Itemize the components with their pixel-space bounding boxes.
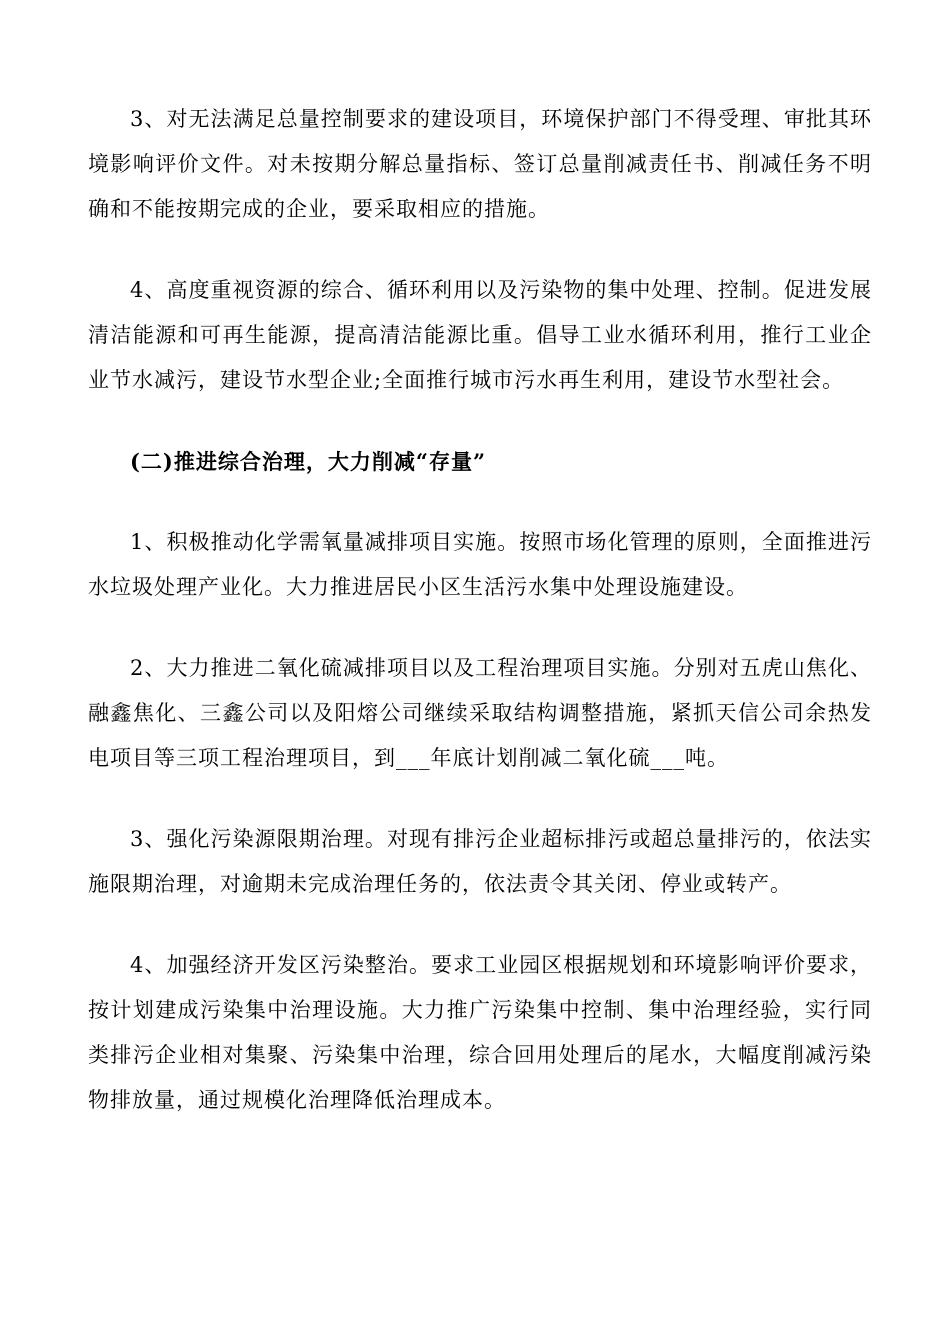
paragraph-development-zone: 4、加强经济开发区污染整治。要求工业园区根据规划和环境影响评价要求，按计划建成污染集中治理设施。大力推广污染集中控制、集中治理经验，实行同类排污企业相对集聚、污染集中治理，综合回用处理后的尾水，大幅度削减污染物排放量，通过规模化治理降低治理成本。 (88, 953, 872, 1112)
paragraph-pollution-deadline: 3、强化污染源限期治理。对现有排污企业超标排污或超总量排污的，依法实施限期治理，对逾期未完成治理任务的，依法责令其关闭、停业或转产。 (88, 827, 872, 896)
section-heading: (二)推进综合治理，大力削减“存量” (130, 449, 487, 474)
paragraph-cod-reduction: 1、积极推动化学需氧量减排项目实施。按照市场化管理的原则，全面推进污水垃圾处理产业化。大力推进居民小区生活污水集中处理设施建设。 (88, 530, 872, 599)
paragraph-total-control-projects: 3、对无法满足总量控制要求的建设项目，环境保护部门不得受理、审批其环境影响评价文件。对未按期分解总量指标、签订总量削减责任书、削减任务不明确和不能按期完成的企业，要采取相应的措施。 (88, 107, 872, 221)
paragraph-resource-recycling: 4、高度重视资源的综合、循环利用以及污染物的集中处理、控制。促进发展清洁能源和可再生能源，提高清洁能源比重。倡导工业水循环利用，推行工业企业节水减污，建设节水型企业;全面推行城市污水再生利用，建设节水型社会。 (88, 278, 872, 392)
document-body (88, 97, 872, 1159)
paragraph-so2-reduction: 2、大力推进二氧化硫减排项目以及工程治理项目实施。分别对五虎山焦化、融鑫焦化、三鑫公司以及阳熔公司继续采取结构调整措施，紧抓天信公司余热发电项目等三项工程治理项目，到___年底计划削减二氧化硫___吨。 (88, 656, 872, 770)
